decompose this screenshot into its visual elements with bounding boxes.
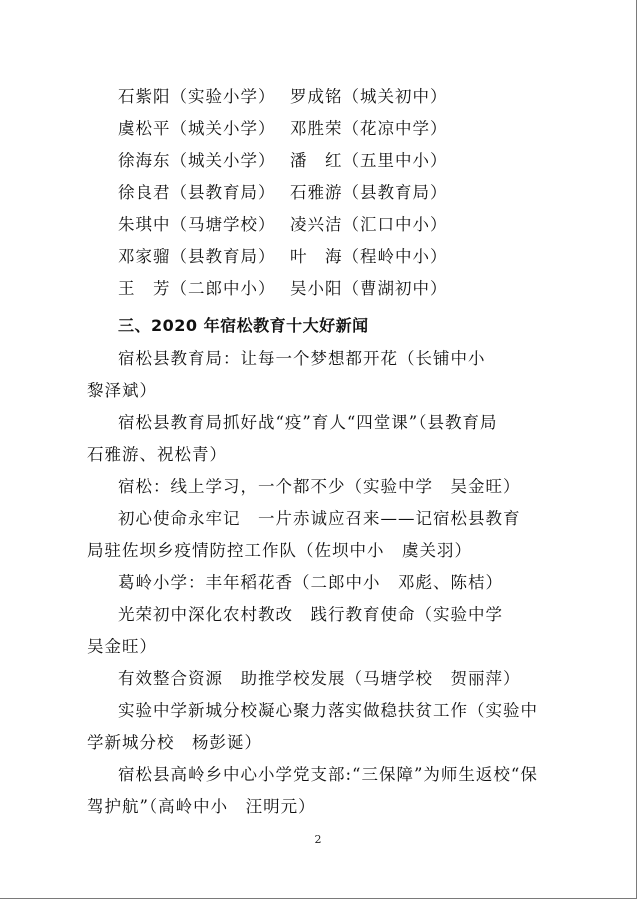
name-row	[118, 214, 538, 246]
news-item	[87, 343, 557, 407]
name-row	[118, 150, 538, 182]
news-item	[87, 759, 557, 823]
news-item-line: 有效整合资源 助推学校发展（马塘学校 贺丽萍）	[118, 669, 521, 688]
name-row	[118, 86, 538, 118]
news-item-line: 黎泽斌）	[87, 381, 157, 400]
honoree-list	[118, 86, 538, 310]
news-item	[87, 471, 557, 503]
name-entry-left: 虞松平（城关小学）	[118, 119, 276, 138]
news-item-line: 吴金旺）	[87, 637, 157, 656]
news-item-line: 宿松：线上学习，一个都不少（实验中学 吴金旺）	[118, 477, 521, 496]
name-row	[118, 182, 538, 214]
news-item	[87, 407, 557, 471]
news-item	[87, 695, 557, 759]
name-entry-left: 徐海东（城关小学）	[118, 151, 276, 170]
name-row	[118, 246, 538, 278]
name-entry-right: 叶 海（程岭中小）	[290, 247, 448, 266]
news-item-line: 驾护航”（高岭中小 汪明元）	[87, 797, 316, 816]
name-entry-left: 王 芳（二郎中小）	[118, 279, 276, 298]
news-item	[87, 567, 557, 599]
name-entry-left: 邓家骝（县教育局）	[118, 247, 276, 266]
news-item	[87, 663, 557, 695]
name-row	[118, 118, 538, 150]
news-list	[87, 343, 557, 823]
name-entry-right: 邓胜荣（花凉中学）	[290, 119, 448, 138]
name-entry-left: 石紫阳（实验小学）	[118, 87, 276, 106]
news-item-line: 石雅游、祝松青）	[87, 445, 227, 464]
news-item-line: 宿松县高岭乡中心小学党支部:“三保障”为师生返校“保	[118, 765, 538, 784]
name-row	[118, 278, 538, 310]
news-item-line: 光荣初中深化农村教改 践行教育使命（实验中学	[118, 605, 503, 624]
name-entry-right: 罗成铭（城关初中）	[290, 87, 448, 106]
news-item	[87, 599, 557, 663]
news-item-line: 局驻佐坝乡疫情防控工作队（佐坝中小 虞关羽）	[87, 541, 472, 560]
news-item-line: 宿松县教育局抓好战“疫”育人“四堂课”（县教育局	[118, 413, 498, 432]
name-entry-left: 徐良君（县教育局）	[118, 183, 276, 202]
name-entry-right: 潘 红（五里中小）	[290, 151, 448, 170]
news-item	[87, 503, 557, 567]
news-item-line: 葛岭小学：丰年稻花香（二郎中小 邓彪、陈桔）	[118, 573, 503, 592]
section-heading: 三、2020 年宿松教育十大好新闻	[118, 316, 369, 335]
name-entry-left: 朱琪中（马塘学校）	[118, 215, 276, 234]
news-item-line: 初心使命永牢记 一片赤诚应召来——记宿松县教育	[118, 509, 521, 528]
news-item-line: 学新城分校 杨彭诞）	[87, 733, 262, 752]
page-number: 2	[314, 833, 322, 846]
name-entry-right: 石雅游（县教育局）	[290, 183, 448, 202]
news-item-line: 宿松县教育局：让每一个梦想都开花（长铺中小	[118, 349, 486, 368]
name-entry-right: 凌兴洁（汇口中小）	[290, 215, 448, 234]
name-entry-right: 吴小阳（曹湖初中）	[290, 279, 448, 298]
news-item-line: 实验中学新城分校凝心聚力落实做稳扶贫工作（实验中	[118, 701, 538, 720]
